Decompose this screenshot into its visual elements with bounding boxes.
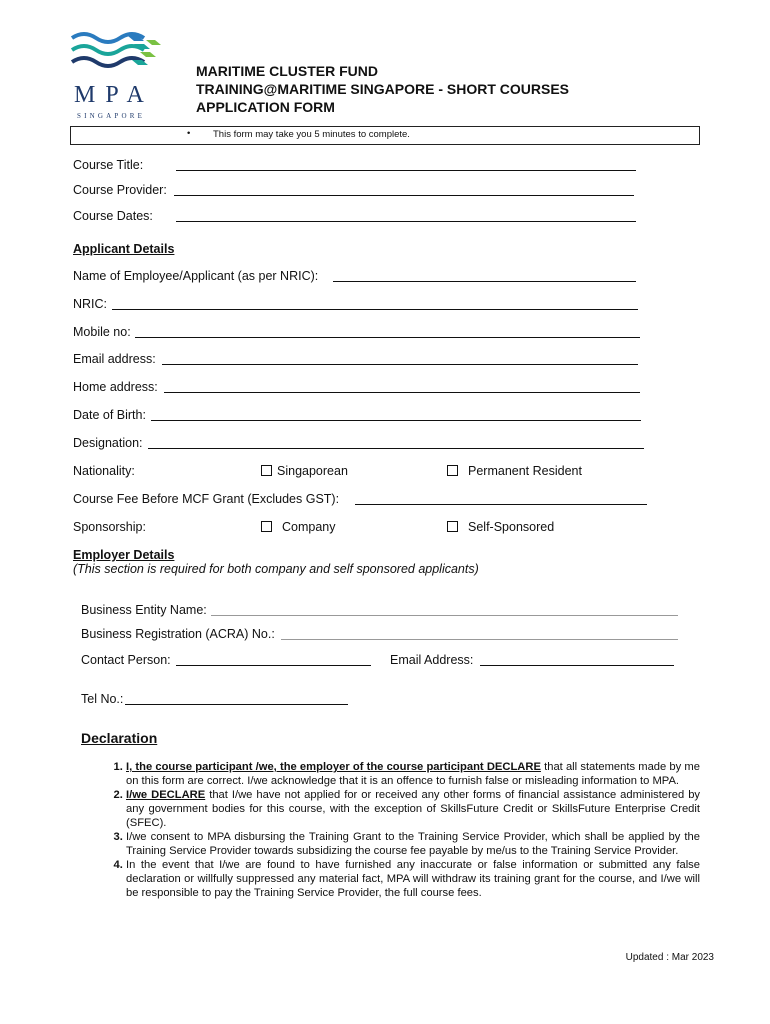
applicant-details-heading: Applicant Details <box>73 242 175 256</box>
nationality-label: Nationality: <box>73 464 135 478</box>
employer-details-note: (This section is required for both company and self sponsored applicants) <box>73 562 479 576</box>
logo-subtext: SINGAPORE <box>77 112 146 120</box>
sponsorship-label: Sponsorship: <box>73 520 146 534</box>
self-sponsored-checkbox[interactable] <box>447 521 458 532</box>
singaporean-checkbox[interactable] <box>261 465 272 476</box>
dob-field[interactable] <box>151 420 641 421</box>
employer-email-field[interactable] <box>480 665 674 666</box>
title-line-2: TRAINING@MARITIME SINGAPORE - SHORT COURSES <box>196 81 569 97</box>
mpa-logo <box>70 30 165 125</box>
acra-label: Business Registration (ACRA) No.: <box>81 627 275 641</box>
declaration-item-1-bold: I, the course participant /we, the employer of the course participant DECLARE <box>126 761 541 773</box>
self-sponsored-option-label: Self-Sponsored <box>468 520 555 534</box>
company-checkbox[interactable] <box>261 521 272 532</box>
employer-details-heading: Employer Details <box>73 548 175 562</box>
updated-date: Updated : Mar 2023 <box>625 952 714 963</box>
tel-field[interactable] <box>125 704 348 705</box>
declaration-item-4-text: In the event that I/we are found to have furnished any inaccurate or false information or submitted any false declaration or willfully suppressed any material fact, MPA will withdraw its training grant for the course, and I/we will be responsible to pay the Training Service Provider, the full course fees. <box>126 859 700 899</box>
business-entity-field[interactable] <box>211 615 678 616</box>
title-line-1: MARITIME CLUSTER FUND <box>196 63 378 79</box>
applicant-name-field[interactable] <box>333 281 636 282</box>
permanent-resident-checkbox[interactable] <box>447 465 458 476</box>
notice-text: This form may take you 5 minutes to complete. <box>213 129 410 140</box>
declaration-item-1-text: that all statements made by me on this form are correct. I/we acknowledge that it is an offence to furnish false or misleading information to MPA. <box>126 761 700 787</box>
singaporean-option-label: Singaporean <box>277 464 348 478</box>
declaration-item-4 <box>126 858 700 900</box>
course-title-label: Course Title: <box>73 158 144 172</box>
business-entity-label: Business Entity Name: <box>81 603 207 617</box>
declaration-list <box>100 760 700 900</box>
designation-field[interactable] <box>148 448 644 449</box>
form-title <box>196 62 569 116</box>
logo-wordmark: MPA <box>74 82 154 108</box>
declaration-item-3 <box>126 830 700 858</box>
course-fee-field[interactable] <box>355 504 647 505</box>
declaration-item-2-text: that I/we have not applied for or received any other forms of financial assistance administered by any government bodies for this course, with the exception of SkillsFuture Credit or SkillsFuture Enterprise Credit (SFEC). <box>126 789 701 829</box>
applicant-name-label: Name of Employee/Applicant (as per NRIC): <box>73 269 319 283</box>
course-title-field[interactable] <box>176 170 636 171</box>
email-field[interactable] <box>162 364 638 365</box>
course-provider-label: Course Provider: <box>73 183 167 197</box>
declaration-heading: Declaration <box>81 730 158 746</box>
employer-email-label: Email Address: <box>390 653 474 667</box>
notice-bullet: • <box>187 128 191 139</box>
notice-box <box>70 126 700 145</box>
nric-field[interactable] <box>112 309 638 310</box>
title-line-3: APPLICATION FORM <box>196 99 335 115</box>
tel-label: Tel No.: <box>81 692 124 706</box>
nric-label: NRIC: <box>73 297 108 311</box>
mpa-waves-icon <box>70 30 165 80</box>
declaration-item-1 <box>126 760 700 788</box>
course-fee-label: Course Fee Before MCF Grant (Excludes GST): <box>73 492 340 506</box>
dob-label: Date of Birth: <box>73 408 146 422</box>
permanent-resident-option-label: Permanent Resident <box>468 464 582 478</box>
declaration-item-3-text: I/we consent to MPA disbursing the Training Grant to the Training Service Provider, which shall be applied by the Training Service Provider towards subsidizing the course fee payable by me/us to the Training Service Provider. <box>126 831 700 857</box>
designation-label: Designation: <box>73 436 143 450</box>
home-address-field[interactable] <box>164 392 640 393</box>
acra-field[interactable] <box>281 639 678 640</box>
declaration-item-2-bold: I/we DECLARE <box>126 789 206 801</box>
course-dates-label: Course Dates: <box>73 209 153 223</box>
mobile-field[interactable] <box>135 337 640 338</box>
mobile-label: Mobile no: <box>73 325 131 339</box>
course-dates-field[interactable] <box>176 221 636 222</box>
email-label: Email address: <box>73 352 156 366</box>
declaration-item-2 <box>126 788 700 830</box>
contact-person-field[interactable] <box>176 665 371 666</box>
contact-person-label: Contact Person: <box>81 653 171 667</box>
company-option-label: Company <box>282 520 336 534</box>
home-address-label: Home address: <box>73 380 158 394</box>
course-provider-field[interactable] <box>174 195 634 196</box>
